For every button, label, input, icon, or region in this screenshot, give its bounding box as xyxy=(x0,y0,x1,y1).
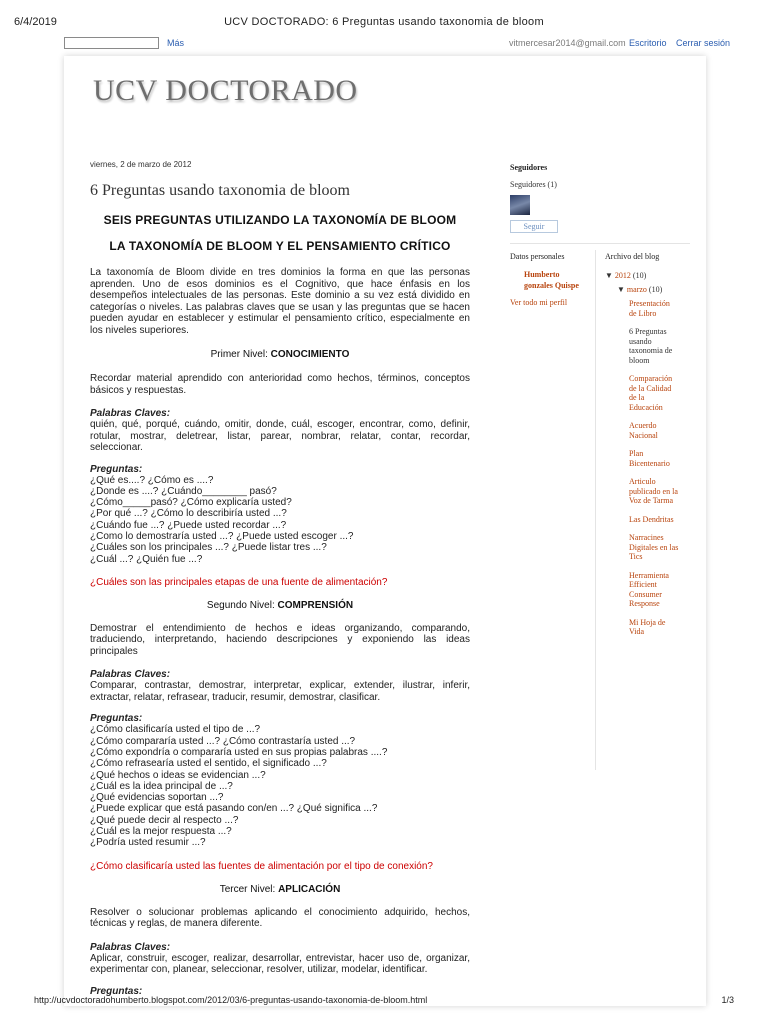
question-line: ¿Qué hechos o ideas se evidencian ...? xyxy=(90,769,266,781)
blogger-navbar xyxy=(0,36,768,54)
profile-section xyxy=(510,252,588,307)
level2-heading xyxy=(90,600,470,611)
question-line: ¿Cuándo fue ...? ¿Puede usted recordar ...? xyxy=(90,519,287,531)
question-line: ¿Cómo compararía usted ...? ¿Cómo contrastaría usted ...? xyxy=(90,735,356,747)
level3-keywords-label: Palabras Claves: xyxy=(90,941,171,953)
question-line: ¿Cómo expondría o compararía usted en sus propias palabras ....? xyxy=(90,746,388,758)
followers-heading: Seguidores xyxy=(510,163,548,172)
archive-post-link[interactable]: Mi Hoja de Vida xyxy=(629,617,666,636)
question-line: ¿Cuáles son los principales ...? ¿Puede listar tres ...? xyxy=(90,542,327,554)
view-profile-link[interactable]: Ver todo mi perfil xyxy=(510,298,568,307)
archive-year-count: (10) xyxy=(632,271,647,280)
post-column xyxy=(90,160,470,997)
dashboard-link[interactable]: Escritorio xyxy=(629,38,667,48)
level1-questions xyxy=(90,475,470,565)
more-link[interactable]: Más xyxy=(167,38,185,48)
question-line: ¿Cómo clasificaría usted el tipo de ...? xyxy=(90,724,261,736)
level1-heading xyxy=(90,349,470,360)
post-heading-1: SEIS PREGUNTAS UTILIZANDO LA TAXONOMÍA DE BLOOM xyxy=(103,213,457,227)
question-line: ¿Podría usted resumir ...? xyxy=(90,837,206,849)
level2-description: Demostrar el entendimiento de hechos e ideas organizando, comparando, traduciendo, interpretando, haciendo descripciones y exponiendo las ideas principales xyxy=(90,622,470,657)
sidebar-column-divider xyxy=(595,250,596,770)
triangle-down-icon[interactable]: ▼ xyxy=(617,285,625,294)
level3-heading xyxy=(90,884,470,895)
print-title: UCV DOCTORADO: 6 Preguntas usando taxonomia de bloom xyxy=(224,16,544,28)
archive-year-link[interactable]: 2012 xyxy=(614,271,631,280)
level1-description: Recordar material aprendido con anterioridad como hechos, términos, conceptos básicos y respuestas. xyxy=(90,373,470,396)
post-heading-2: LA TAXONOMÍA DE BLOOM Y EL PENSAMIENTO CRÍTICO xyxy=(109,239,451,253)
sidebar xyxy=(510,163,700,792)
blog-title[interactable]: UCV DOCTORADO xyxy=(93,74,358,107)
archive-heading: Archivo del blog xyxy=(605,252,660,261)
follow-button[interactable]: Seguir xyxy=(510,220,558,233)
question-line: ¿Donde es ....? ¿Cuándo________ pasó? xyxy=(90,485,277,497)
level2-prefix: Segundo Nivel: xyxy=(206,599,278,611)
question-line: ¿Cuál es la mejor respuesta ...? xyxy=(90,826,232,838)
archive-post-link[interactable]: Plan Bicentenario xyxy=(629,449,670,468)
print-date: 6/4/2019 xyxy=(14,16,57,28)
level3-description: Resolver o solucionar problemas aplicando el conocimiento adquirido, hechos, técnicas y reglas, de manera diferente. xyxy=(90,906,470,930)
archive-post-link[interactable]: Herramienta Efficient Consumer Response xyxy=(629,570,669,608)
level2-red-question: ¿Cómo clasificaría usted las fuentes de alimentación por el tipo de conexión? xyxy=(90,860,433,872)
archive-post-list xyxy=(629,299,700,637)
level3-prefix: Tercer Nivel: xyxy=(219,883,279,895)
level1-keywords: quién, qué, porqué, cuándo, omitir, donde, cuál, escoger, encontrar, como, definir, rotular, mostrar, deletrear, listar, parear, nombrar, relatar, contar, recordar, seleccionar. xyxy=(90,419,470,453)
level1-keywords-label: Palabras Claves: xyxy=(90,408,171,419)
follower-avatar[interactable] xyxy=(510,195,530,215)
profile-heading: Datos personales xyxy=(510,252,565,261)
level1-name: CONOCIMIENTO xyxy=(270,349,350,360)
post-date: viernes, 2 de marzo de 2012 xyxy=(90,160,192,169)
archive-post-link[interactable]: Comparación de la Calidad de la Educación xyxy=(629,374,673,412)
question-line: ¿Cuál ...? ¿Quién fue ...? xyxy=(90,553,203,565)
level3-name: APLICACIÓN xyxy=(278,883,341,895)
print-page-number: 1/3 xyxy=(721,995,734,1005)
intro-paragraph: La taxonomía de Bloom divide en tres dominios la forma en que las personas aprenden. Uno de esos dominios es el Cognitivo, que hace énfasis en los desempeños intelectuales de las personas. Este dominio a su vez está dividido en categorías o niveles. Las palabras claves que se usan y las preguntas que se hacen pueden ayudar en establecer y estimular el pensamiento crítico, especialmente en los niveles superiores. xyxy=(90,267,470,336)
profile-name-link[interactable]: Humberto gonzales Quispe xyxy=(524,270,579,290)
logout-link[interactable]: Cerrar sesión xyxy=(676,38,731,48)
question-line: ¿Como lo demostraría usted ...? ¿Puede usted escoger ...? xyxy=(90,530,354,542)
archive-post-link[interactable]: Presentación de Libro xyxy=(629,299,670,318)
level1-red-question: ¿Cuáles son las principales etapas de una fuente de alimentación? xyxy=(90,576,388,588)
archive-post-current: 6 Preguntas usando taxonomia de bloom xyxy=(629,327,673,365)
question-line: ¿Por qué ...? ¿Cómo lo describiría usted ...? xyxy=(90,508,287,520)
level3-keywords: Aplicar, construir, escoger, realizar, desarrollar, entrevistar, hacer uso de, organizar, experimentar con, planear, seleccionar, resolver, utilizar, modelar, identificar. xyxy=(90,952,470,976)
print-url: http://ucvdoctoradohumberto.blogspot.com/2012/03/6-preguntas-usando-taxonomia-de-bloom.html xyxy=(34,995,428,1005)
archive-month-row[interactable] xyxy=(617,285,700,294)
question-line: ¿Puede explicar que está pasando con/en ...? ¿Qué significa ...? xyxy=(90,803,378,815)
archive-post-link[interactable]: Acuerdo Nacional xyxy=(629,421,658,440)
archive-year-row[interactable] xyxy=(605,271,700,280)
question-line: ¿Qué es....? ¿Cómo es ....? xyxy=(90,474,214,486)
level2-keywords-label: Palabras Claves: xyxy=(90,669,171,681)
archive-section xyxy=(605,252,700,646)
question-line: ¿Qué puede decir al respecto ...? xyxy=(90,814,239,826)
question-line: ¿Cómo refrasearía usted el sentido, el significado ...? xyxy=(90,758,327,770)
archive-month-link[interactable]: marzo xyxy=(626,285,647,294)
archive-post-link[interactable]: Articulo publicado en la Voz de Tarma xyxy=(629,477,678,505)
level2-keywords: Comparar, contrastar, demostrar, interpretar, explicar, extender, ilustrar, inferir, extractar, relatar, refrasear, traducir, resumir, demostrar, clasificar. xyxy=(90,680,470,703)
level2-questions-label: Preguntas: xyxy=(90,713,143,725)
question-line: ¿Cuál es la idea principal de ...? xyxy=(90,780,233,792)
question-line: ¿Qué evidencias soportan ...? xyxy=(90,792,224,804)
level2-name: COMPRENSIÓN xyxy=(277,599,354,611)
followers-count: Seguidores (1) xyxy=(510,180,557,189)
search-input[interactable] xyxy=(64,37,159,49)
sidebar-divider xyxy=(510,243,690,244)
level2-questions xyxy=(90,724,470,848)
archive-month-count: (10) xyxy=(648,285,663,294)
level1-prefix: Primer Nivel: xyxy=(210,349,271,360)
level1-questions-label: Preguntas: xyxy=(90,463,143,475)
question-line: ¿Cómo_____pasó? ¿Cómo explicaría usted? xyxy=(90,497,292,509)
archive-post-link[interactable]: Narracines Digitales en las Tics xyxy=(629,533,679,561)
post-title[interactable]: 6 Preguntas usando taxonomia de bloom xyxy=(90,182,350,199)
user-email: vitmercesar2014@gmail.com xyxy=(509,38,626,48)
archive-post-link[interactable]: Las Dendritas xyxy=(629,514,674,524)
triangle-down-icon[interactable]: ▼ xyxy=(605,271,613,280)
level3-questions-label: Preguntas: xyxy=(90,985,143,997)
